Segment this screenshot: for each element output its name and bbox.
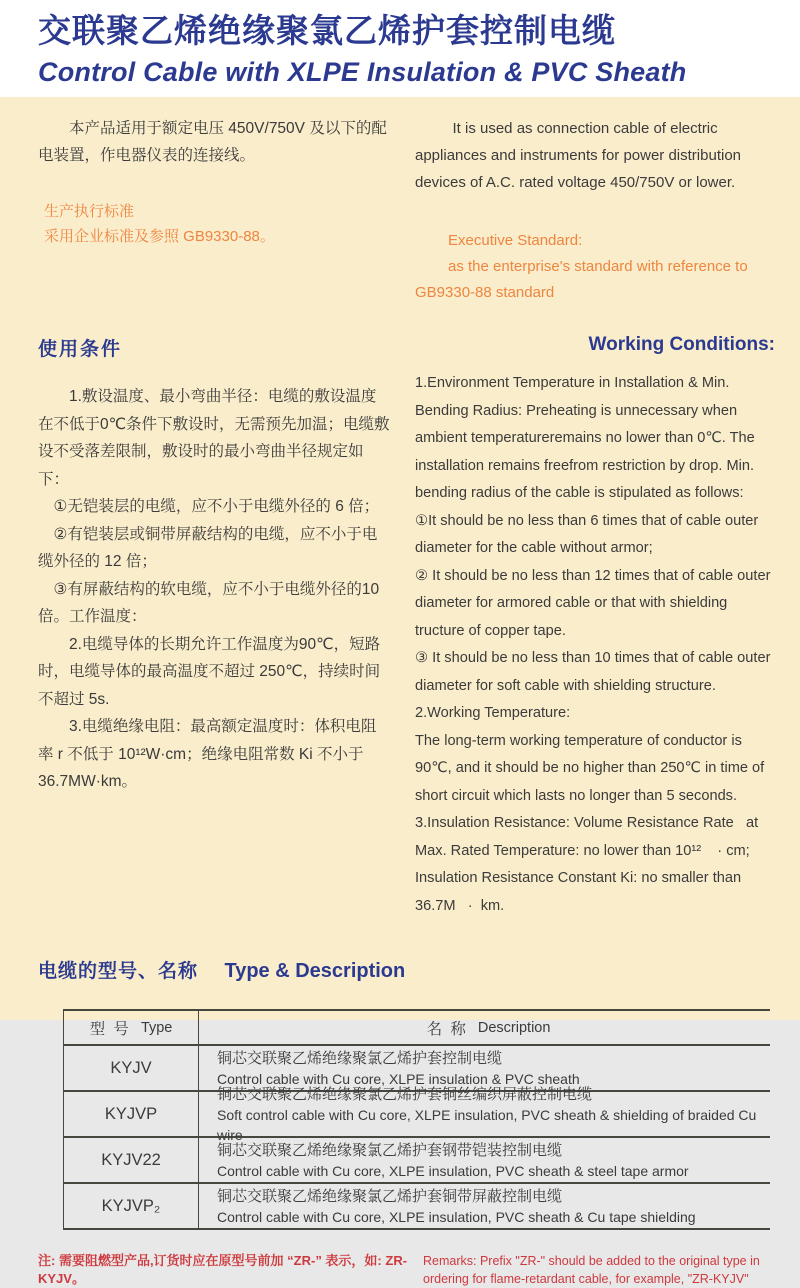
working-conditions-section <box>0 334 800 920</box>
description-zh: 铜芯交联聚乙烯绝缘聚氯乙烯护套控制电缆 <box>217 1049 503 1067</box>
wc-zh-paragraph: ③有屏蔽结构的软电缆，应不小于电缆外径的10倍。工作温度： <box>38 580 380 625</box>
wc-en-paragraph: ② It should be no less than 12 times that of cable outer diameter for armored cable or that with shielding tructure of copper tape. <box>415 567 771 639</box>
type-code: KYJV22 <box>64 1138 199 1182</box>
type-table-header-type <box>64 1011 199 1044</box>
description-en: Control cable with Cu core, XLPE insulation, PVC sheath & Cu tape shielding <box>217 1208 696 1225</box>
type-table-header-row <box>64 1011 770 1046</box>
description-en: Soft control cable with Cu core, XLPE insulation, PVC sheath & shielding of braided Cu wire <box>217 1106 757 1143</box>
wc-en-paragraph: ③ It should be no less than 10 times that of cable outer diameter for soft cable with shielding structure. <box>415 650 771 694</box>
intro-paragraph-en: It is used as connection cable of electric appliances and instruments for power distribution devices of A.C. rated voltage 450/750V or lower. <box>415 120 742 191</box>
type-description-heading <box>0 956 800 983</box>
wc-en-paragraph: Insulation Resistance Constant Ki: no smaller than 36.7M · km. <box>415 870 742 914</box>
working-conditions-body-en <box>415 370 775 920</box>
working-conditions-en <box>415 334 775 920</box>
note-en: Remarks: Prefix "ZR-" should be added to the original type in ordering for flame-retardant cable, for example, "ZR-KYJV" <box>423 1254 760 1286</box>
type-heading-zh: 电缆的型号、名称 <box>38 961 199 982</box>
wc-zh-paragraph: ①无铠装层的电缆，应不小于电缆外径的 6 倍； <box>53 498 380 515</box>
type-code: KYJV <box>64 1046 199 1090</box>
wc-zh-paragraph: 3.电缆绝缘电阻：最高额定温度时：体积电阻率 r 不低于 10¹²W·cm；绝缘电阻常数 Ki 不小于 36.7MW·km。 <box>38 718 377 790</box>
type-heading-en: Type & Description <box>224 960 406 982</box>
wc-en-paragraph: 1.Environment Temperature in Installation & Min. Bending Radius: Preheating is unnecessary when ambient temperatureremains no lower than 0℃. The installation remains freefrom restriction by drop. Min. bending radius of the cable is stipulated as follows: <box>415 375 755 501</box>
standard-body-en: as the enterprise's standard with reference to GB9330-88 standard <box>415 258 752 301</box>
type-code: KYJVP <box>64 1092 199 1136</box>
type-code: KYJVP₂ <box>64 1184 199 1228</box>
description-zh: 铜芯交联聚乙烯绝缘聚氯乙烯护套钢带铠装控制电缆 <box>217 1141 563 1159</box>
wc-en-paragraph: ①It should be no less than 6 times that of cable outer diameter for the cable without armor; <box>415 512 759 556</box>
intro-paragraph-zh: 本产品适用于额定电压 450V/750V 及以下的配电装置，作电器仪表的连接线。 <box>38 120 387 164</box>
page-title-zh: 交联聚乙烯绝缘聚氯乙烯护套控制电缆 <box>38 12 616 49</box>
standard-body-zh: 采用企业标准及参照 GB9330-88。 <box>44 228 275 245</box>
type-description-cell <box>199 1138 770 1182</box>
type-description-cell <box>199 1184 770 1228</box>
col1-header-zh: 型 号 <box>89 1020 131 1038</box>
note-zh: 注: 需要阻燃型产品,订货时应在原型号前加 “ZR-” 表示，如: ZR-KYJV。 <box>38 1253 408 1286</box>
intro-column-zh <box>38 115 390 306</box>
type-table-header-description <box>199 1011 770 1044</box>
wc-en-paragraph: The long-term working temperature of conductor is 90℃, and it should be no higher than 250℃ in time of short circuit which lasts no longer than 5 seconds. <box>415 732 765 804</box>
working-conditions-heading-zh: 使用条件 <box>38 339 123 360</box>
description-zh: 铜芯交联聚乙烯绝缘聚氯乙烯护套铜带屏蔽控制电缆 <box>217 1187 563 1205</box>
wc-zh-paragraph: ②有铠装层或铜带屏蔽结构的电缆，应不小于电缆外径的 12 倍； <box>38 525 378 570</box>
wc-zh-paragraph: 2.电缆导体的长期允许工作温度为90℃，短路时，电缆导体的最高温度不超过 250℃，持续时间不超过 5s. <box>38 635 381 708</box>
wc-zh-paragraph: 1.敷设温度、最小弯曲半径：电缆的敷设温度在不低于0℃条件下敷设时，无需预先加温；电缆敷设不受落差限制，敷设时的最小弯曲半径规定如下： <box>38 388 390 488</box>
description-en: Control cable with Cu core, XLPE insulation, PVC sheath & steel tape armor <box>217 1162 689 1179</box>
intro-column-en <box>415 115 775 306</box>
footer-notes <box>0 1252 800 1288</box>
table-row <box>64 1184 770 1230</box>
working-conditions-zh <box>38 334 390 920</box>
working-conditions-heading-en: Working Conditions: <box>588 334 775 355</box>
col2-header-en: Description <box>477 1019 551 1036</box>
table-row <box>64 1085 770 1143</box>
description-en: Control cable with Cu core, XLPE insulation & PVC sheath <box>217 1070 580 1087</box>
type-description-cell <box>199 1085 770 1143</box>
working-conditions-body-zh <box>38 383 390 796</box>
type-table <box>63 1009 770 1230</box>
standard-title-en: Executive Standard: <box>448 232 583 249</box>
standard-block-en <box>415 228 775 306</box>
col2-header-zh: 名 称 <box>426 1020 468 1038</box>
wc-en-paragraph: 2.Working Temperature: <box>415 705 571 721</box>
page-title-en: Control Cable with XLPE Insulation & PVC Sheath <box>38 57 687 87</box>
intro-section <box>0 115 800 306</box>
wc-en-paragraph: 3.Insulation Resistance: Volume Resistance Rate at Max. Rated Temperature: no lower than 10¹² · cm; <box>415 815 759 859</box>
standard-title-zh: 生产执行标准 <box>44 203 135 220</box>
page-header <box>0 0 800 97</box>
col1-header-en: Type <box>140 1019 173 1036</box>
description-zh: 铜芯交联聚乙烯绝缘聚氯乙烯护套铜丝编织屏蔽控制电缆 <box>217 1085 593 1103</box>
table-row <box>64 1138 770 1184</box>
standard-block-zh <box>38 199 390 249</box>
